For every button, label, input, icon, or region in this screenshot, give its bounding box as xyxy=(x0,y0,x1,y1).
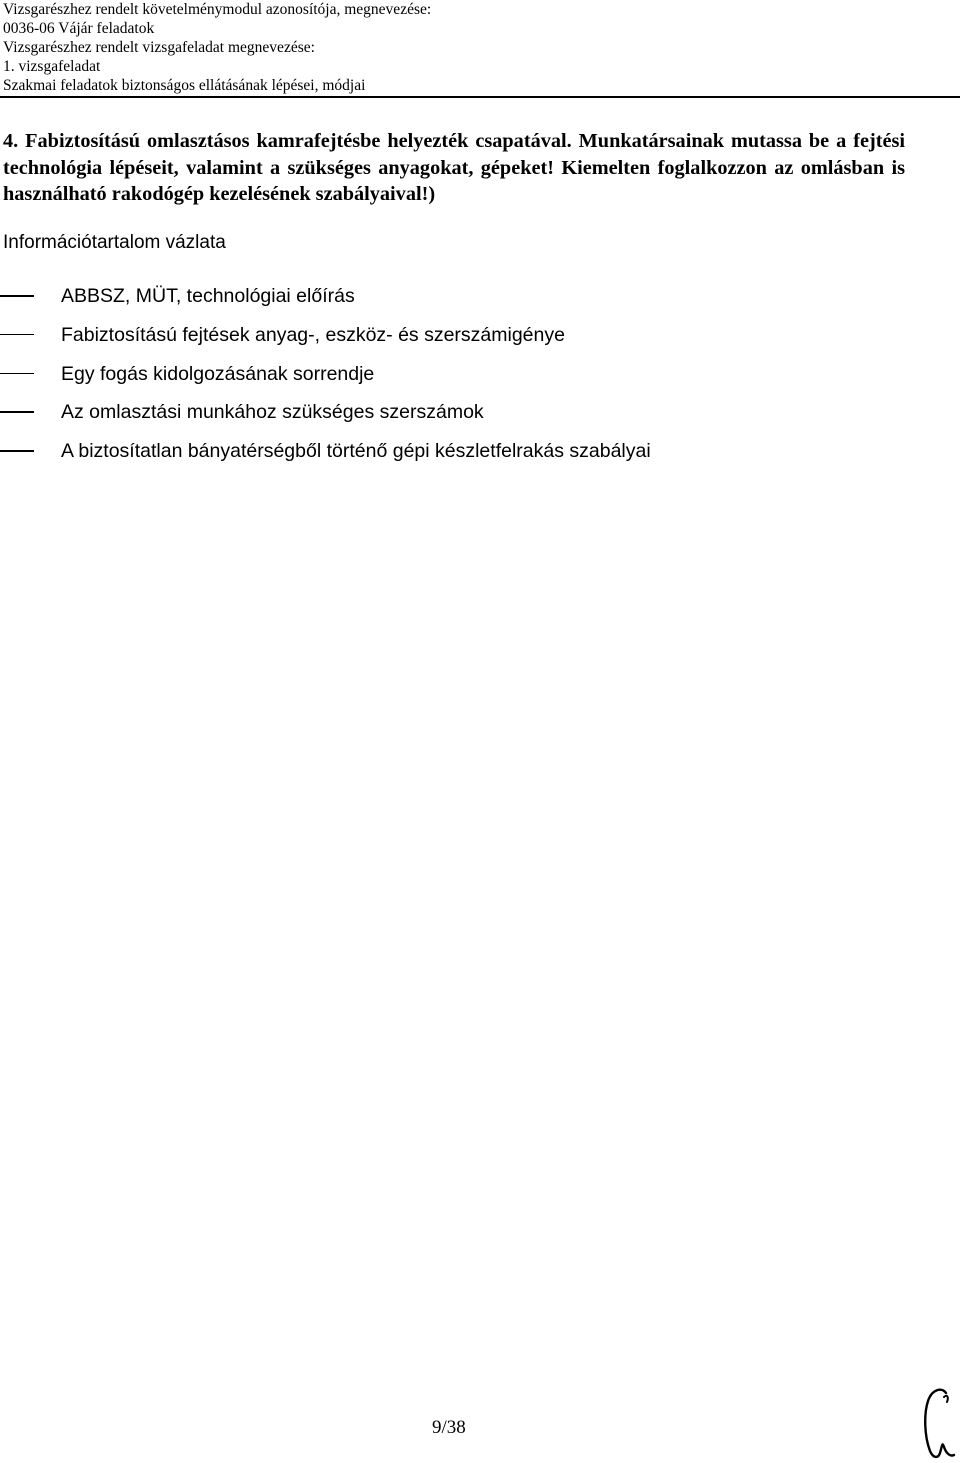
outline-title: Információtartalom vázlata xyxy=(3,232,226,253)
outline-item-text: Egy fogás kidolgozásának sorrendje xyxy=(61,362,375,385)
outline-item xyxy=(0,435,960,474)
header-task-name: Szakmai feladatok biztonságos ellátásának lépései, módjai xyxy=(3,77,366,94)
header-task-label: Vizsgarészhez rendelt vizsgafeladat megnevezése: xyxy=(3,39,315,56)
outline-item-text: Fabiztosítású fejtések anyag-, eszköz- és szerszámigénye xyxy=(61,323,565,346)
outline-item xyxy=(0,358,960,397)
dash-bullet-icon xyxy=(0,295,34,297)
outline-item-text: ABBSZ, MÜT, technológiai előírás xyxy=(61,285,355,307)
header-task-number: 1. vizsgafeladat xyxy=(3,58,101,75)
dash-bullet-icon xyxy=(0,334,34,336)
document-header xyxy=(3,0,703,95)
task-text: 4. Fabiztosítású omlasztásos kamrafejtésbe helyezték csapatával. Munkatársainak mutassa be a fejtési technológia lépéseit, valamint a szükséges anyagokat, gépeket! Kiemelten foglalkozzon az omlásban is használható rakodógép kezelésének szabályaival!) xyxy=(3,130,905,205)
dash-bullet-icon xyxy=(0,411,34,413)
header-module-name: 0036-06 Vájár feladatok xyxy=(3,20,155,37)
task-description xyxy=(3,128,905,208)
dash-bullet-icon xyxy=(0,450,34,452)
outline-item xyxy=(0,396,960,435)
outline-item xyxy=(0,280,960,319)
outline-item xyxy=(0,319,960,358)
signature-mark-icon xyxy=(916,1385,960,1461)
outline-list xyxy=(0,280,960,474)
outline-item-text: A biztosítatlan bányatérségből történő gépi készletfelrakás szabályai xyxy=(61,440,651,463)
dash-bullet-icon xyxy=(0,373,34,375)
outline-item-text: Az omlasztási munkához szükséges szerszámok xyxy=(61,401,484,424)
header-module-label: Vizsgarészhez rendelt követelménymodul azonosítója, megnevezése: xyxy=(3,1,432,18)
page-number: 9/38 xyxy=(432,1417,466,1438)
header-divider xyxy=(0,96,960,98)
